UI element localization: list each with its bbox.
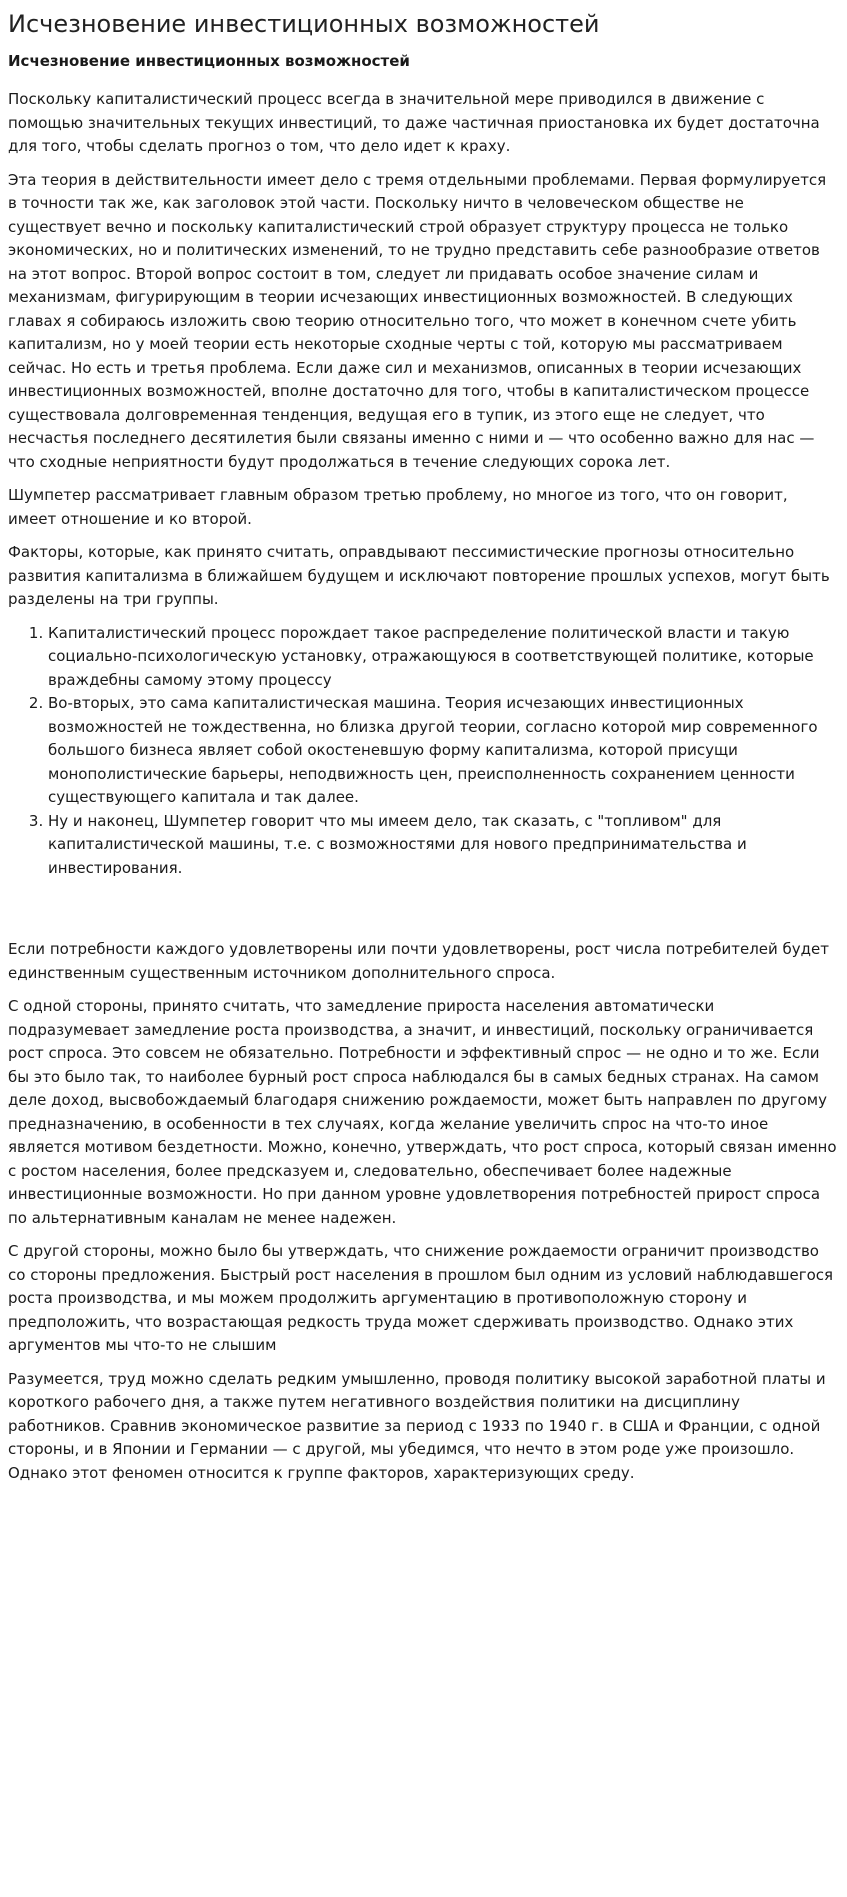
paragraph-intro: Поскольку капиталистический процесс всегда в значительной мере приводился в движение с помощью значительных текущих инвестиций, то даже частичная приостановка их будет достаточна для того, чтобы сделать прогноз о том, что дело идет к краху. — [8, 90, 820, 155]
factors-list-item: 1. Капиталистический процесс порождает такое распределение политической власти и такую социально-психологическую установку, отражающуюся в соответствующей политике, которые враждебны самому этому процессу — [48, 622, 839, 693]
paragraph-three-problems: Эта теория в действительности имеет дело с тремя отдельными проблемами. Первая формулируется в точности так же, как заголовок этой части. Поскольку ничто в человеческом обществе не существует вечно и поскольку капиталистический строй образует структуру процесса не только экономических, но и политических изменений, то не трудно представить себе разнообразие ответов на этот вопрос. Второй вопрос состоит в том, следует ли придавать особое значение силам и механизмам, фигурирующим в теории исчезающих инвестиционных возможностей. В следующих главах я собираюсь изложить свою теорию относительно того, что может в конечном счете убить капитализм, но у моей теории есть некоторые сходные черты с той, которую мы рассматриваем сейчас. Но есть и третья проблема. Если даже сил и механизмов, описанных в теории исчезающих инвестиционных возможностей, вполне достаточно для того, чтобы в капиталистическом процессе существовала долговременная тенденция, ведущая его в тупик, из этого еще не следует, что несчастья последнего десятилетия были связаны именно с ними и — что особенно важно для нас — что сходные неприятности будут продолжаться в течение следующих сорока лет. — [8, 170, 827, 471]
paragraph-factors-intro: Факторы, которые, как принято считать, оправдывают пессимистические прогнозы относительно развития капитализма в ближайшем будущем и исключают повторение прошлых успехов, могут быть разделены на три группы. — [8, 543, 830, 608]
factors-list — [8, 622, 839, 881]
article-subtitle: Исчезновение инвестиционных возможностей — [8, 52, 410, 70]
document — [0, 8, 847, 1485]
factors-list-item: 3. Ну и наконец, Шумпетер говорит что мы имеем дело, так сказать, с "топливом" для капиталистической машины, т.е. с возможностями для нового предпринимательства и инвестирования. — [48, 810, 839, 881]
paragraph-schumpeter-focus: Шумпетер рассматривает главным образом третью проблему, но многое из того, что он говорит, имеет отношение и ко второй. — [8, 486, 788, 528]
paragraph-demand-growth: Если потребности каждого удовлетворены или почти удовлетворены, рост числа потребителей будет единственным существенным источником дополнительного спроса. — [8, 940, 830, 982]
factors-list-item: 2. Во-вторых, это сама капиталистическая машина. Теория исчезающих инвестиционных возможностей не тождественна, но близка другой теории, согласно которой мир современного большого бизнеса являет собой окостеневшую форму капитализма, которой присущи монополистические барьеры, неподвижность цен, преисполненность сохранением ценности существующего капитала и так далее. — [48, 692, 839, 810]
page-title: Исчезновение инвестиционных возможностей — [8, 10, 600, 38]
paragraph-population-demand: С одной стороны, принято считать, что замедление прироста населения автоматически подразумевает замедление роста производства, а значит, и инвестиций, поскольку ограничивается рост спроса. Это совсем не обязательно. Потребности и эффективный спрос — не одно и то же. Если бы это было так, то наиболее бурный рост спроса наблюдался бы в самых бедных странах. На самом деле доход, высвобождаемый благодаря снижению рождаемости, может быть направлен по другому предназначению, в особенности в тех случаях, когда желание увеличить спрос на что-то иное является мотивом бездетности. Можно, конечно, утверждать, что рост спроса, который связан именно с ростом населения, более предсказуем и, следовательно, обеспечивает более надежные инвестиционные возможности. Но при данном уровне удовлетворения потребностей прирост спроса по альтернативным каналам не менее надежен. — [8, 997, 837, 1227]
paragraph-population-supply: С другой стороны, можно было бы утверждать, что снижение рождаемости ограничит производство со стороны предложения. Быстрый рост населения в прошлом был одним из условий наблюдавшегося роста производства, и мы можем продолжить аргументацию в противоположную сторону и предположить, что возрастающая редкость труда может сдерживать производство. Однако этих аргументов мы что-то не слышим — [8, 1242, 834, 1354]
section-spacer — [8, 890, 839, 938]
paragraph-labor-scarcity: Разумеется, труд можно сделать редким умышленно, проводя политику высокой заработной платы и короткого рабочего дня, а также путем негативного воздействия политики на дисциплину работников. Сравнив экономическое развитие за период с 1933 по 1940 г. в США и Франции, с одной стороны, и в Японии и Германии — с другой, мы убедимся, что нечто в этом роде уже произошло. Однако этот феномен относится к группе факторов, характеризующих среду. — [8, 1369, 826, 1482]
